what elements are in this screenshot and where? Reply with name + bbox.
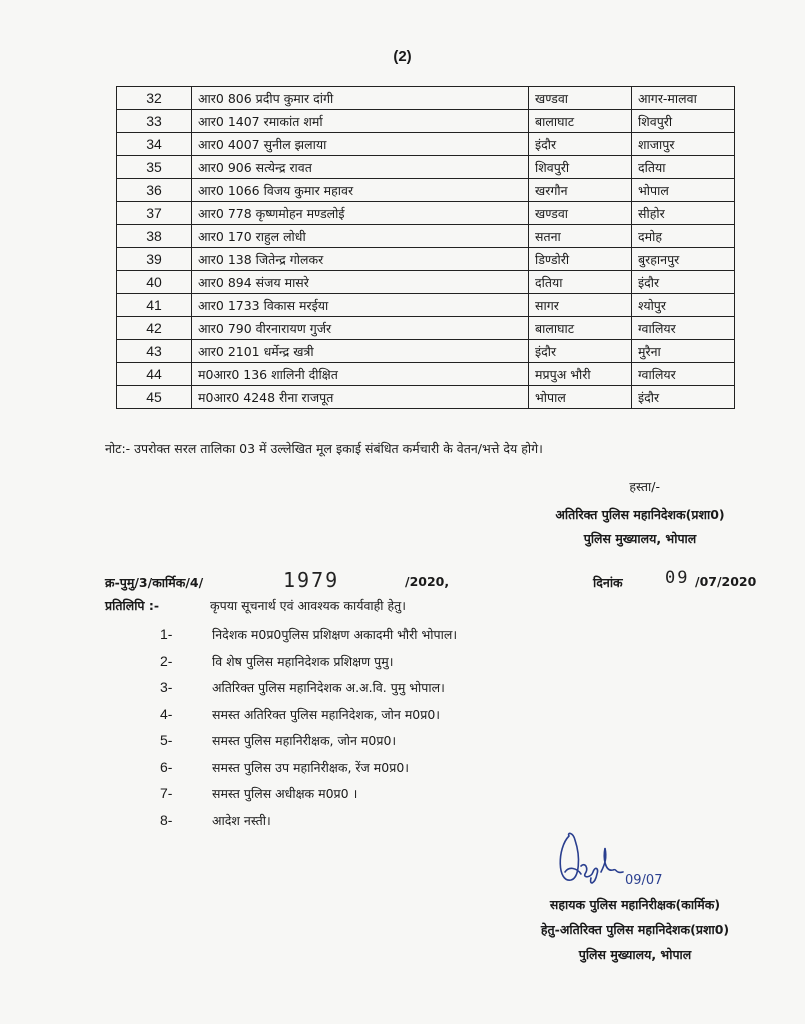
serial-number: 34: [117, 133, 192, 156]
signatory-2-office: पुलिस मुख्यालय, भोपाल: [578, 947, 692, 962]
from-unit: डिण्डोरी: [529, 248, 632, 271]
table-row: [117, 271, 735, 294]
signed-mark: हस्ता/-: [629, 479, 660, 494]
to-unit: शाजापुर: [632, 133, 735, 156]
copy-to-item-text: समस्त अतिरिक्त पुलिस महानिदेशक, जोन म0प्र0।: [212, 706, 441, 722]
to-unit: इंदौर: [632, 386, 735, 409]
handwritten-signature: [555, 828, 665, 898]
signatory-1-office: पुलिस मुख्यालय, भोपाल: [583, 531, 697, 546]
signatory-1-designation: अतिरिक्त पुलिस महानिदेशक(प्रशा0): [555, 507, 725, 522]
from-unit: भोपाल: [529, 386, 632, 409]
employee-name: आर0 2101 धर्मेन्द्र खत्री: [192, 340, 529, 363]
from-unit: खण्डवा: [529, 87, 632, 110]
table-row: [117, 386, 735, 409]
copy-to-item-number: 6-: [160, 758, 173, 775]
to-unit: मुरैना: [632, 340, 735, 363]
from-unit: बालाघाट: [529, 317, 632, 340]
employee-name: आर0 1066 विजय कुमार महावर: [192, 179, 529, 202]
table-row: [117, 179, 735, 202]
table-row: [117, 248, 735, 271]
from-unit: दतिया: [529, 271, 632, 294]
table-row: [117, 110, 735, 133]
employee-name: आर0 1733 विकास मरईया: [192, 294, 529, 317]
to-unit: शिवपुरी: [632, 110, 735, 133]
serial-number: 42: [117, 317, 192, 340]
table-row: [117, 340, 735, 363]
signatory-2-on-behalf: हेतु-अतिरिक्त पुलिस महानिदेशक(प्रशा0): [540, 922, 730, 937]
employee-name: आर0 894 संजय मासरे: [192, 271, 529, 294]
page-number: (2): [393, 48, 412, 65]
serial-number: 35: [117, 156, 192, 179]
to-unit: दतिया: [632, 156, 735, 179]
signatory-2-designation: सहायक पुलिस महानिरीक्षक(कार्मिक): [549, 897, 721, 912]
employee-name: आर0 778 कृष्णमोहन मण्डलोई: [192, 202, 529, 225]
transfer-table: [116, 86, 735, 409]
copy-to-item-text: अतिरिक्त पुलिस महानिदेशक अ.अ.वि. पुमु भोपाल।: [212, 680, 445, 695]
note-text: नोट:- उपरोक्त सरल तालिका 03 में उल्लेखित मूल इकाई संबंधित कर्मचारी के वेतन/भत्ते देय होगे।: [105, 441, 543, 456]
copy-to-item: [160, 785, 457, 812]
copy-to-item-number: 8-: [160, 811, 173, 828]
to-unit: ग्वालियर: [632, 363, 735, 386]
copy-to-item: [160, 759, 457, 786]
from-unit: बालाघाट: [529, 110, 632, 133]
employee-name: आर0 170 राहुल लोधी: [192, 225, 529, 248]
reference-year: /2020,: [405, 574, 450, 589]
copy-to-item-number: 1-: [160, 626, 173, 642]
copy-to-list: [160, 626, 457, 838]
serial-number: 41: [117, 294, 192, 317]
copy-to-header: [105, 597, 406, 614]
reference-number-handwritten: 1979: [283, 568, 340, 592]
copy-to-item: [160, 706, 457, 733]
table-row: [117, 317, 735, 340]
copy-to-item: [160, 732, 457, 759]
serial-number: 38: [117, 225, 192, 248]
employee-name: आर0 906 सत्येन्द्र रावत: [192, 156, 529, 179]
employee-name: आर0 790 वीरनारायण गुर्जर: [192, 317, 529, 340]
copy-to-label: प्रतिलिपि :-: [105, 598, 160, 613]
to-unit: ग्वालियर: [632, 317, 735, 340]
copy-to-item-number: 3-: [160, 679, 173, 695]
table-row: [117, 133, 735, 156]
copy-to-item: [160, 679, 457, 706]
employee-name: म0आर0 136 शालिनी दीक्षित: [192, 363, 529, 386]
copy-to-item: [160, 653, 457, 680]
copy-to-item-text: आदेश नस्ती।: [212, 812, 271, 828]
signatory-block-2: [475, 892, 795, 967]
table-row: [117, 294, 735, 317]
from-unit: इंदौर: [529, 133, 632, 156]
to-unit: दमोह: [632, 225, 735, 248]
to-unit: इंदौर: [632, 271, 735, 294]
serial-number: 32: [117, 87, 192, 110]
copy-to-item-text: निदेशक म0प्र0पुलिस प्रशिक्षण अकादमी भौरी भोपाल।: [212, 627, 458, 642]
serial-number: 33: [117, 110, 192, 133]
table-row: [117, 363, 735, 386]
to-unit: भोपाल: [632, 179, 735, 202]
from-unit: खण्डवा: [529, 202, 632, 225]
serial-number: 43: [117, 340, 192, 363]
to-unit: आगर-मालवा: [632, 87, 735, 110]
serial-number: 44: [117, 363, 192, 386]
to-unit: सीहोर: [632, 202, 735, 225]
employee-name: आर0 4007 सुनील झलाया: [192, 133, 529, 156]
employee-name: म0आर0 4248 रीना राजपूत: [192, 386, 529, 409]
copy-to-item-text: समस्त पुलिस अधीक्षक म0प्र0 ।: [212, 786, 358, 801]
table-row: [117, 87, 735, 110]
copy-to-intro: कृपया सूचनार्थ एवं आवश्यक कार्यवाही हेतु।: [210, 598, 407, 613]
copy-to-item-number: 2-: [160, 652, 173, 669]
date-day-handwritten: 09: [665, 568, 690, 588]
reference-prefix: क्र-पुमु/3/कार्मिक/4/: [105, 575, 204, 590]
copy-to-item-number: 5-: [160, 732, 173, 748]
table-row: [117, 225, 735, 248]
reference-line: [105, 568, 795, 598]
date-label: दिनांक: [593, 575, 623, 590]
serial-number: 37: [117, 202, 192, 225]
copy-to-item: [160, 812, 457, 839]
from-unit: मप्रपुअ भौरी: [529, 363, 632, 386]
date-rest: /07/2020: [695, 574, 757, 589]
employee-name: आर0 138 जितेन्द्र गोलकर: [192, 248, 529, 271]
copy-to-item-text: समस्त पुलिस उप महानिरीक्षक, रेंज म0प्र0।: [212, 759, 410, 775]
serial-number: 45: [117, 386, 192, 409]
to-unit: बुरहानपुर: [632, 248, 735, 271]
copy-to-item-text: समस्त पुलिस महानिरीक्षक, जोन म0प्र0।: [212, 733, 397, 748]
copy-to-item-number: 4-: [160, 705, 173, 722]
serial-number: 40: [117, 271, 192, 294]
from-unit: शिवपुरी: [529, 156, 632, 179]
table-row: [117, 202, 735, 225]
signature-date: 09/07: [625, 873, 663, 888]
serial-number: 39: [117, 248, 192, 271]
to-unit: श्योपुर: [632, 294, 735, 317]
employee-name: आर0 806 प्रदीप कुमार दांगी: [192, 87, 529, 110]
copy-to-item-text: वि शेष पुलिस महानिदेशक प्रशिक्षण पुमु।: [212, 653, 394, 669]
from-unit: सतना: [529, 225, 632, 248]
from-unit: इंदौर: [529, 340, 632, 363]
employee-name: आर0 1407 रमाकांत शर्मा: [192, 110, 529, 133]
copy-to-item: [160, 626, 457, 653]
signatory-block-1: [470, 478, 770, 551]
from-unit: खरगौन: [529, 179, 632, 202]
serial-number: 36: [117, 179, 192, 202]
copy-to-item-number: 7-: [160, 785, 173, 801]
from-unit: सागर: [529, 294, 632, 317]
table-row: [117, 156, 735, 179]
